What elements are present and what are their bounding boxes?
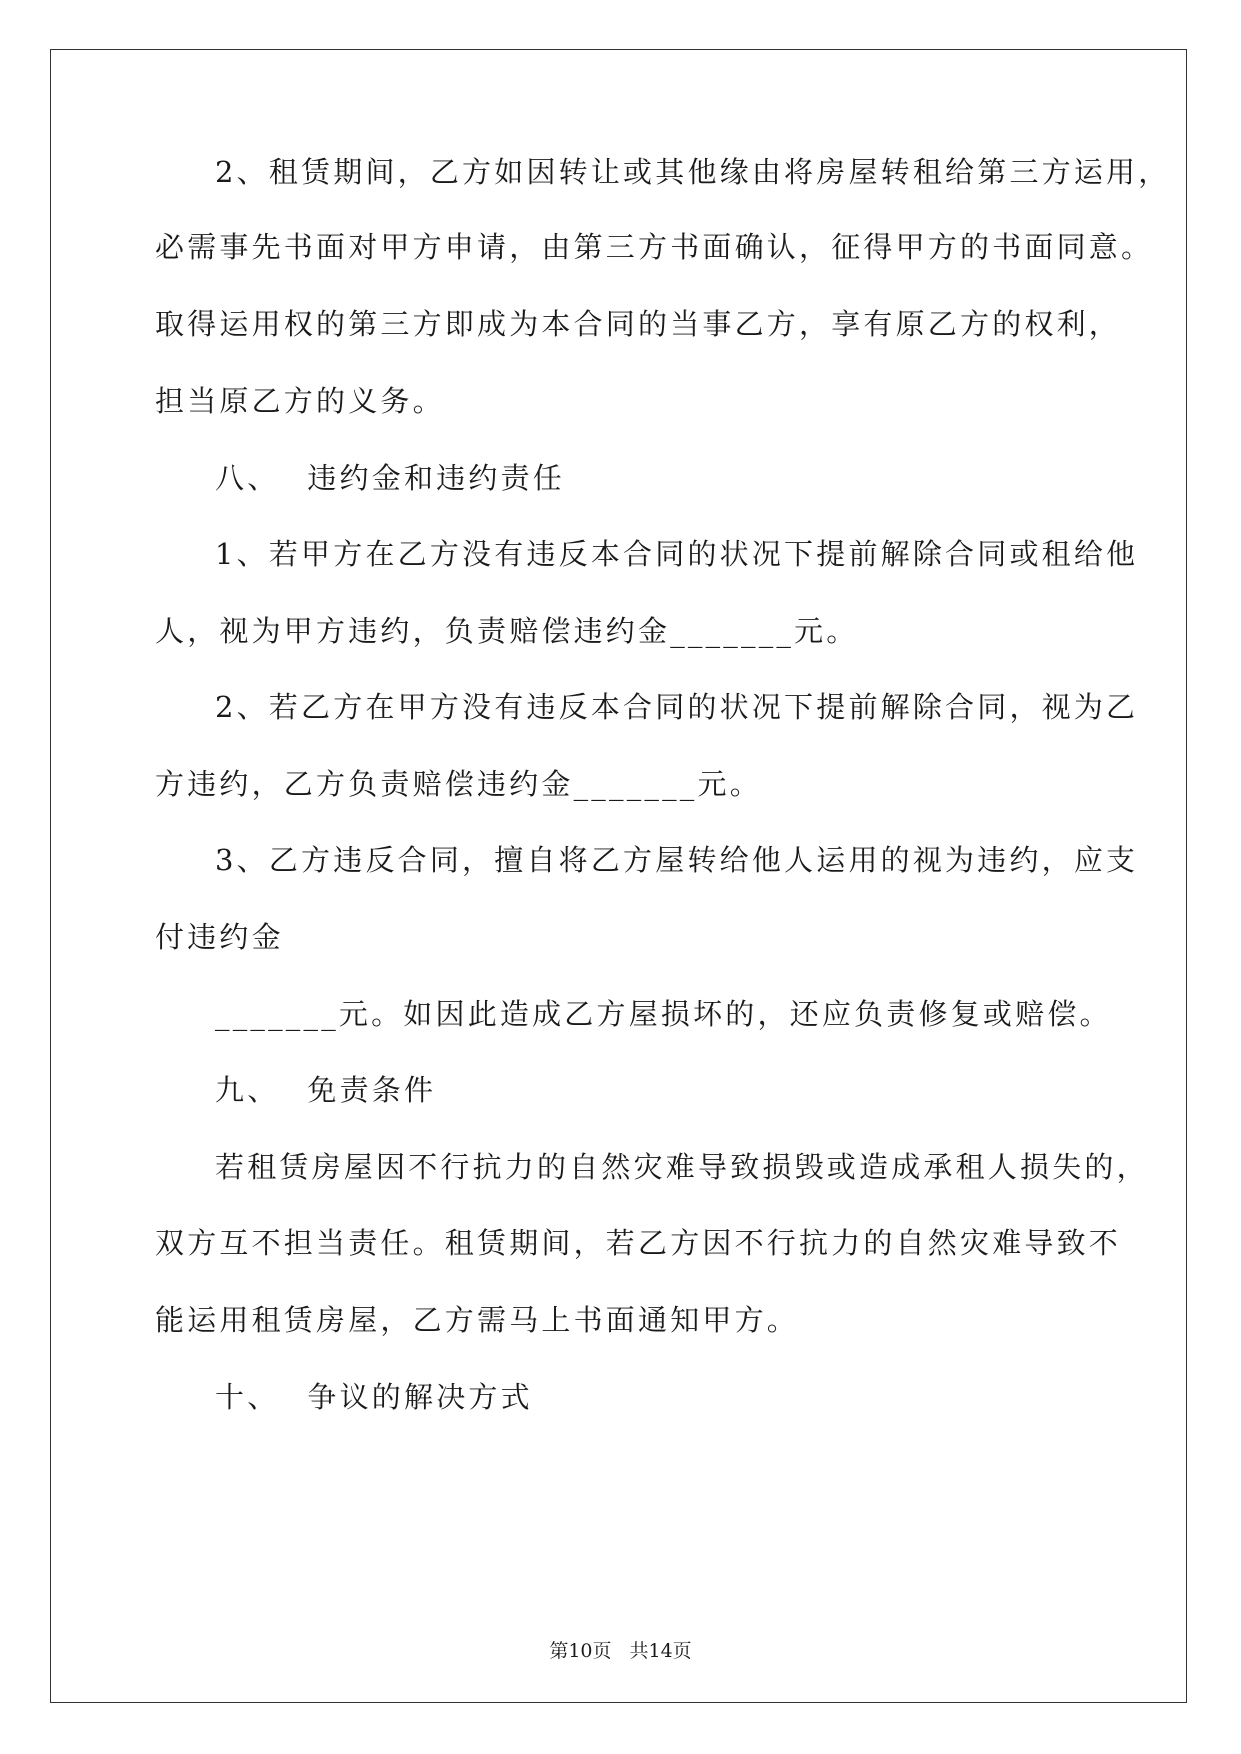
paragraph-line: 人，视为甲方违约，负责赔偿违约金_______元。 [155,614,859,648]
section-title: 免责条件 [307,1073,437,1107]
section-heading-8 [215,461,566,495]
page-total: 共14页 [629,1640,692,1662]
section-number: 九、 [215,1073,280,1107]
paragraph-line: 取得运用权的第三方即成为本合同的当事乙方，享有原乙方的权利， [155,307,1122,341]
paragraph-line: 1、若甲方在乙方没有违反本合同的状况下提前解除合同或租给他 [215,537,1139,571]
paragraph-line: 担当原乙方的义务。 [155,384,445,418]
paragraph-line: 若租赁房屋因不行抗力的自然灾难导致损毁或造成承租人损失的， [215,1150,1149,1184]
paragraph-line: 能运用租赁房屋，乙方需马上书面通知甲方。 [155,1303,800,1337]
paragraph-line: _______元。如因此造成乙方屋损坏的，还应负责修复或赔偿。 [215,997,1112,1031]
paragraph-line: 2、若乙方在甲方没有违反本合同的状况下提前解除合同，视为乙 [215,690,1139,724]
paragraph-line: 付违约金 [155,920,284,954]
paragraph-line: 3、乙方违反合同，擅自将乙方屋转给他人运用的视为违约，应支 [215,843,1139,877]
section-number: 十、 [215,1380,280,1414]
section-heading-9 [215,1073,437,1107]
section-heading-10 [215,1380,533,1414]
section-number: 八、 [215,461,280,495]
page-number: 第10页 [549,1640,612,1662]
paragraph-line: 方违约，乙方负责赔偿违约金_______元。 [155,767,762,801]
section-title: 争议的解决方式 [307,1380,533,1414]
page-footer [0,1642,1241,1661]
section-title: 违约金和违约责任 [307,461,566,495]
paragraph-line: 2、租赁期间，乙方如因转让或其他缘由将房屋转租给第三方运用， [215,155,1171,189]
paragraph-line: 双方互不担当责任。租赁期间，若乙方因不行抗力的自然灾难导致不 [155,1226,1122,1260]
paragraph-line: 必需事先书面对甲方申请，由第三方书面确认，征得甲方的书面同意。 [155,230,1154,264]
